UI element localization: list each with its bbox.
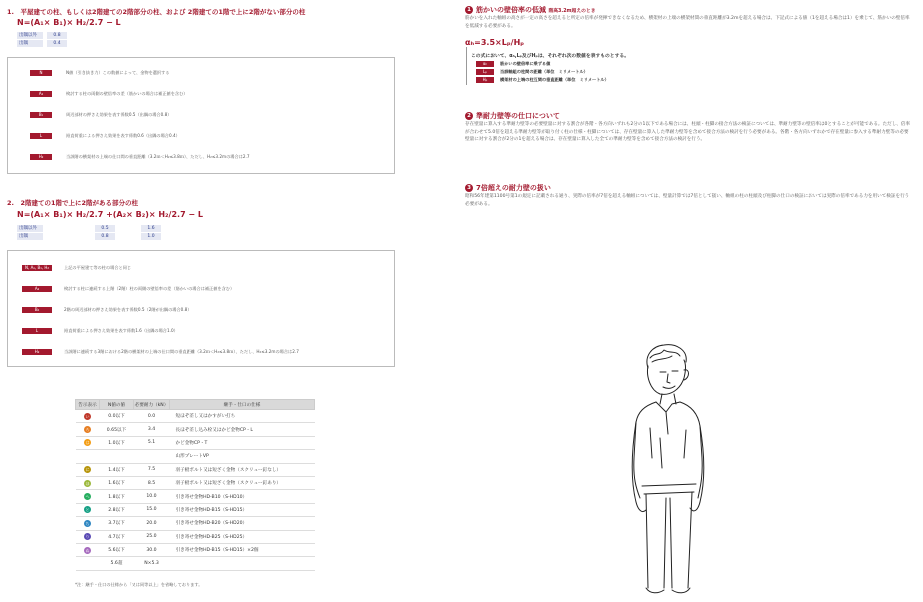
n-value-cell: 1.4以下 (100, 463, 134, 476)
mark-cell (76, 490, 100, 503)
mark-cell (76, 463, 100, 476)
table-row (76, 503, 315, 516)
coef-value: 1.6 (141, 225, 161, 232)
table-row (76, 463, 315, 476)
number-badge: 2 (465, 112, 473, 120)
kn-value-cell: 5.1 (134, 436, 170, 449)
section2-heading: 2. 2階建ての1階で上に2階がある部分の柱 (7, 199, 139, 207)
mark-badge: ち (85, 520, 90, 526)
section1-heading: 1. 平屋建ての柱、もしくは2階建ての2階部分の柱、および 2階建ての1階で上に2階がない部分の柱 (7, 8, 306, 16)
table-row (76, 530, 315, 543)
mark-badge: ほ (85, 480, 90, 486)
table-header-cell: 告示表示 (76, 400, 100, 410)
spec-cell: 引き寄せ金物HD-B15（S-HD15） (170, 503, 315, 516)
mark-badge: ぬ (85, 547, 90, 553)
legend-text: 当該階に連続する3階における2階の横架材の上端の仕口間の垂直距離（3.2ｍ＜H₂≤3.8ｍ）、ただし、H₂≤3.2mの場合は2.7 (64, 348, 299, 354)
spec-cell: 引き寄せ金物HD-B25（S-HD25） (170, 530, 315, 543)
section2-coef-table (17, 224, 167, 240)
legend-tag: A₂ (22, 286, 52, 292)
legend-text: 検討する柱に連続する上階（2階）柱の両側の壁倍率の差（筋かいの場合は補正値を含む） (64, 285, 235, 291)
section2-legend-box (7, 250, 395, 367)
man-sketch-illustration (600, 338, 730, 600)
table-header-row (76, 400, 315, 410)
legend-text: 上記の平屋建て等の柱の場合と同じ (64, 264, 132, 270)
table-row (76, 436, 315, 449)
kn-value-cell: N×5.3 (134, 557, 170, 570)
right-s1-paragraph: 筋かいを入れた軸組の高さが一定の高さを超えると所定の倍率が発揮できなくなるため、横架材の上端の横架材間の垂直距離が3.2mを超える場合は、下記式による値（1を超える場合は1）を乗じて、筋かいの壁倍率を低減する必要がある。 (465, 16, 910, 29)
right-s3-title (465, 183, 551, 193)
number-badge: 1 (465, 6, 473, 14)
section2-formula: N=(A₁× B₁)× H₂/2.7 +(A₂× B₂)× H₂/2.7 − L (17, 210, 204, 219)
table-header-cell: N値の値 (100, 400, 134, 410)
mark-cell (76, 476, 100, 489)
mark-cell (76, 450, 100, 463)
legend-text: 当該軸組の柱間の距離（単位 ミリメートル） (500, 69, 588, 74)
mark-cell (76, 530, 100, 543)
coef-value: 0.8 (47, 32, 67, 39)
table-row (76, 490, 315, 503)
legend-tag: B₂ (22, 307, 52, 313)
table-row (76, 476, 315, 489)
spec-cell: 羽子板ボルト又は短ざく金物（スクリュー釘あり） (170, 476, 315, 489)
table-row (76, 557, 315, 570)
spec-cell: 長ほぞ差し込み栓又はかど金物CP・L (170, 423, 315, 436)
right-s1-formula-note: この式において、αₕ,Lₚ及びHₚは、それぞれ次の数値を表すものとする。 (471, 54, 629, 59)
legend-text: N値（引き抜き力）この数値によって、金物を選択する (66, 69, 170, 75)
right-s3-paragraph: 昭和56年建第1100号第1の規定に記載される通り、実際の倍率が7倍を超える軸組については、壁量計算では7倍として扱い、軸組の柱の柱頭及び柱脚の仕口の検証においては実際の倍率である力を用いて検証を行う必要がある。 (465, 194, 910, 207)
spec-cell (170, 557, 315, 570)
right-s3-title-text: 7倍超えの耐力壁の扱い (476, 184, 551, 192)
kn-value-cell: 25.0 (134, 530, 170, 543)
legend-text: 鉛直荷重による押さえ効果を表す係数1.6（出隅の場合1.0） (64, 327, 178, 333)
mark-cell (76, 543, 100, 556)
kn-value-cell (134, 450, 170, 463)
legend-text: 検討する柱の両側の壁倍率の差（筋かいの場合は補正値を含む） (66, 90, 188, 96)
right-s2-title (465, 111, 560, 121)
legend-tag: A₁ (30, 91, 52, 97)
kn-value-cell: 20.0 (134, 517, 170, 530)
n-value-cell: 4.7以下 (100, 530, 134, 543)
kn-value-cell: 0.0 (134, 410, 170, 423)
section1-formula: N=(A₁× B₁)× H₂/2.7 − L (17, 18, 121, 27)
n-value-cell: 2.8以下 (100, 503, 134, 516)
right-s2-paragraph: 存在壁量に算入する準耐力壁等の必要壁量に対する割合が各階・各方向いずれも2分の1以下である場合には、柱頭・柱脚の接合方法の検証については、準耐力壁等の壁倍率は0とすることが可能である。ただし、倍率が合わせて5.0倍を超える準耐力壁等が取り付く柱の仕様・柱脚については、存在壁量に算入した準耐力壁等を含めて接合方法の検討を行う必要がある。各階・各方向いずれかで存在壁量に参入する準耐力壁等の必要壁量に対する割合が2分の1を超える場合は、存在壁量に算入した全ての準耐力壁等を含めて接合方法の検討を行う。 (465, 122, 911, 142)
mark-badge: に (85, 467, 90, 473)
hardware-table (75, 399, 315, 571)
legend-tag: Lₚ (476, 69, 494, 75)
spec-cell: かど金物CP・T (170, 436, 315, 449)
table-row (76, 517, 315, 530)
legend-tag: N, A₁, B₁, H₂ (22, 265, 52, 271)
formula-bracket (466, 47, 467, 85)
n-value-cell: 5.6超 (100, 557, 134, 570)
coef-label: 出隅 (17, 233, 43, 240)
right-s2-title-text: 準耐力壁等の仕口について (476, 112, 560, 120)
mark-cell (76, 557, 100, 570)
mark-cell (76, 423, 100, 436)
mark-cell (76, 517, 100, 530)
table-row (76, 543, 315, 556)
mark-badge: り (85, 534, 90, 540)
table-row (76, 450, 315, 463)
right-s1-formula: αₕ=3.5×Lₚ/Hₚ (465, 38, 525, 47)
mark-cell (76, 436, 100, 449)
n-value-cell: 5.6以下 (100, 543, 134, 556)
table-header-cell: 継手・仕口の仕様 (170, 400, 315, 410)
spec-cell: 引き寄せ金物HD-B20（S-HD20） (170, 517, 315, 530)
legend-tag: L (22, 328, 52, 334)
n-value-cell: 3.7以下 (100, 517, 134, 530)
spec-cell: 引き寄せ金物HD-B10（S-HD10） (170, 490, 315, 503)
legend-text: 当該階の横架材の上端の仕口間の垂直距離（3.2ｍ＜H₂≤3.8ｍ）、ただし、H₂≤3.2mの場合は2.7 (66, 153, 250, 159)
right-s1-title (465, 5, 596, 15)
n-value-cell: 1.6以下 (100, 476, 134, 489)
kn-value-cell: 15.0 (134, 503, 170, 516)
right-s1-title-text: 筋かいの壁倍率の低減 (476, 6, 546, 14)
mark-badge: ろ (85, 427, 90, 433)
n-value-cell: 1.8以下 (100, 490, 134, 503)
kn-value-cell: 7.5 (134, 463, 170, 476)
coef-value: 1.0 (141, 233, 161, 240)
legend-tag: αₕ (476, 61, 494, 67)
mark-badge: へ (85, 494, 90, 500)
right-s1-subtitle: 階高3.2m超えのとき (548, 9, 596, 14)
coef-value: 0.5 (95, 225, 115, 232)
legend-tag: L (30, 133, 52, 139)
spec-cell: 引き寄せ金物HD-B15（S-HD15）×2個 (170, 543, 315, 556)
section1-coef-table (17, 31, 67, 47)
legend-tag: H₂ (30, 154, 52, 160)
kn-value-cell: 3.4 (134, 423, 170, 436)
coef-value: 0.8 (95, 233, 115, 240)
legend-tag: B₁ (30, 112, 52, 118)
legend-text: 横架材の上端の柱互間の垂直距離（単位 ミリメートル） (500, 77, 609, 82)
coef-label: 出隅以外 (17, 32, 43, 39)
n-value-cell (100, 450, 134, 463)
mark-cell (76, 503, 100, 516)
legend-text: 筋かいの壁倍率に乗ずる値 (500, 61, 551, 66)
spec-cell: 山形プレートVP (170, 450, 315, 463)
table-note: *注：継手・仕口の仕様から「又は同等以上」を省略しております。 (75, 582, 203, 587)
legend-text: 2階の周辺部材の押さえ効果を表す係数0.5（2階が出隅の場合0.8） (64, 306, 192, 312)
kn-value-cell: 30.0 (134, 543, 170, 556)
mark-cell (76, 410, 100, 423)
legend-tag: N (30, 70, 52, 76)
legend-text: 鉛直荷重による押さえ効果を表す係数0.6（出隅の場合0.4） (66, 132, 180, 138)
legend-tag: Hₚ (476, 77, 494, 83)
n-value-cell: 1.0以下 (100, 436, 134, 449)
coef-label: 出隅 (17, 40, 43, 47)
spec-cell: 短ほぞ差し又はかすがい打ち (170, 410, 315, 423)
section1-legend-box (7, 57, 395, 174)
kn-value-cell: 10.0 (134, 490, 170, 503)
spec-cell: 羽子板ボルト又は短ざく金物（スクリュー釘なし） (170, 463, 315, 476)
legend-tag: H₂ (22, 349, 52, 355)
right-s1-legend (476, 60, 609, 84)
kn-value-cell: 8.5 (134, 476, 170, 489)
n-value-cell: 0.65以下 (100, 423, 134, 436)
table-header-cell: 必要耐力（kN） (134, 400, 170, 410)
legend-text: 周辺部材の押さえ効果を表す係数0.5（出隅の場合0.8） (66, 111, 172, 117)
mark-badge: は (85, 440, 90, 446)
number-badge: 3 (465, 184, 473, 192)
table-row (76, 423, 315, 436)
table-row (76, 410, 315, 423)
mark-badge: い (85, 413, 90, 419)
mark-badge: と (85, 507, 90, 513)
coef-value: 0.4 (47, 40, 67, 47)
n-value-cell: 0.0以下 (100, 410, 134, 423)
coef-label: 出隅以外 (17, 225, 43, 232)
